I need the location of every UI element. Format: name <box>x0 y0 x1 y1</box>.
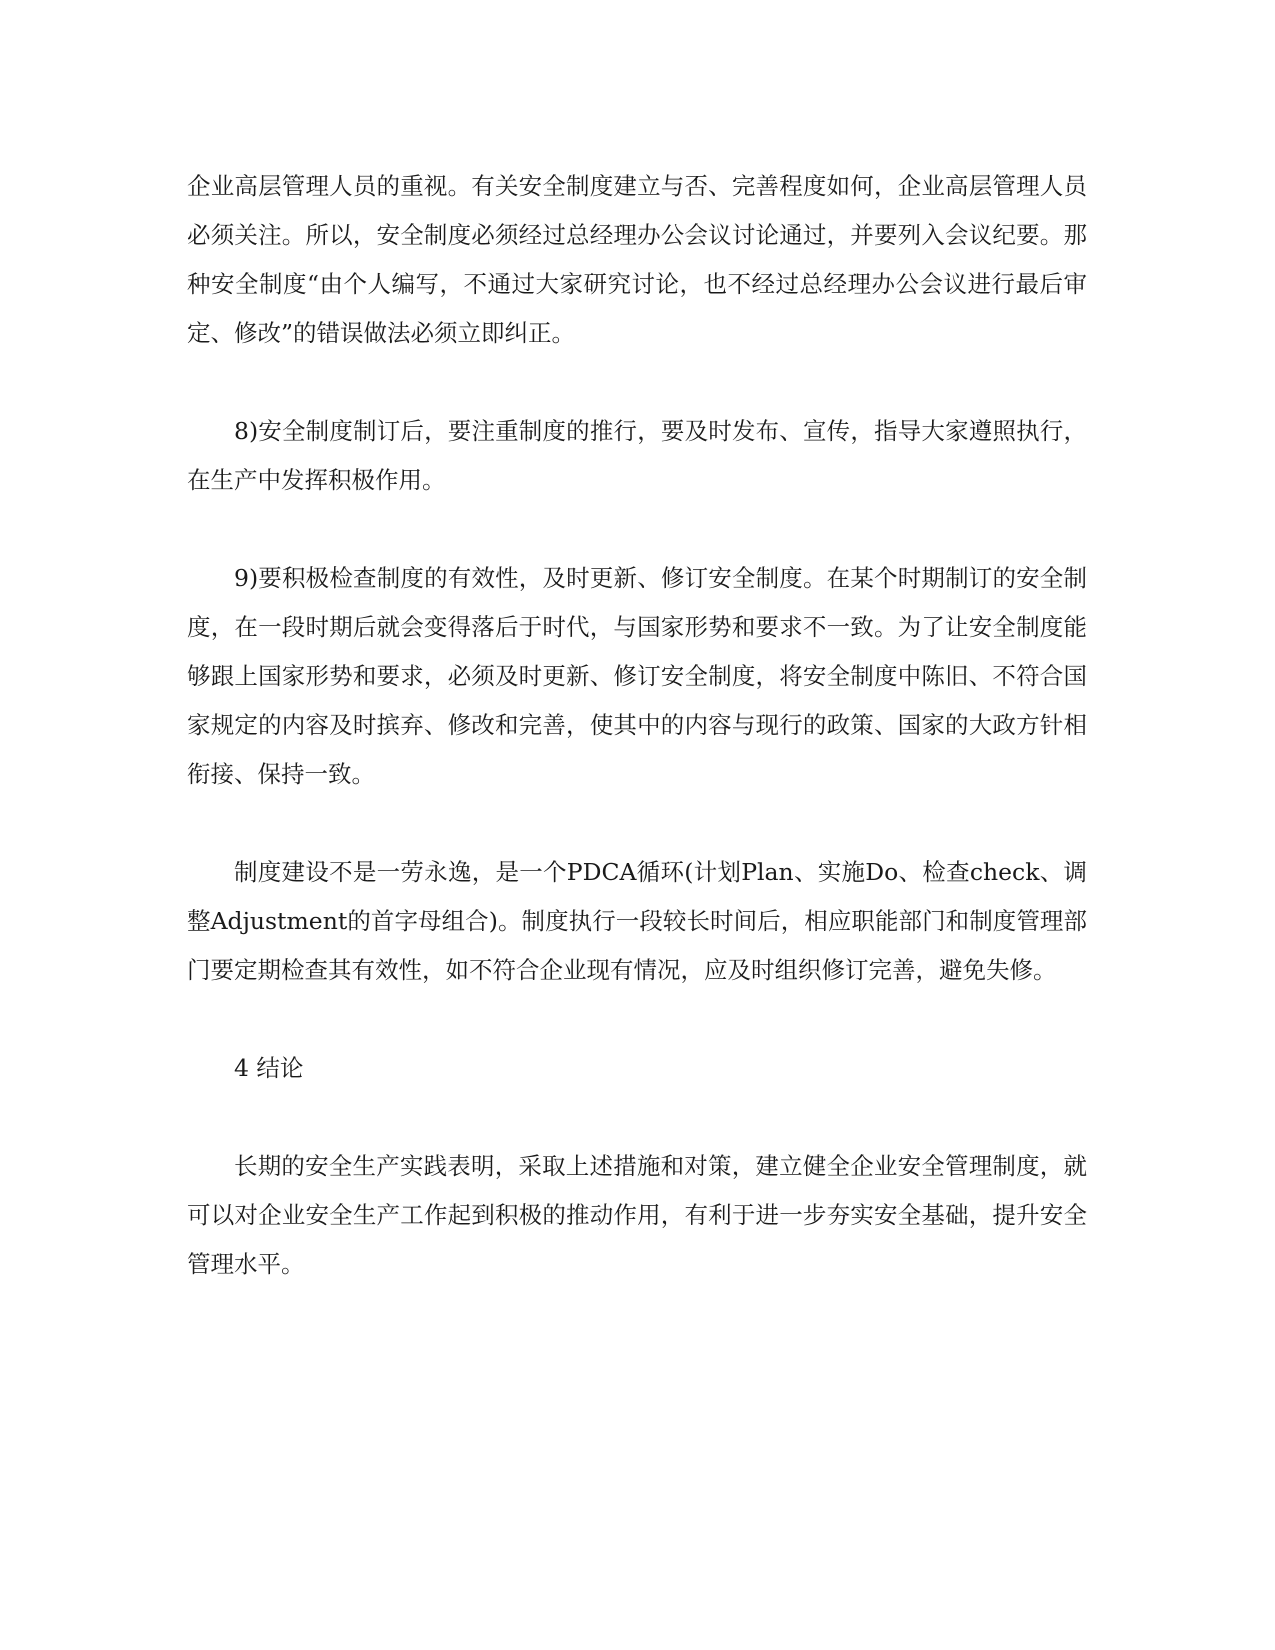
paragraph-item-8: 8)安全制度制订后，要注重制度的推行，要及时发布、宣传，指导大家遵照执行，在生产中发挥积极作用。 <box>187 417 1087 494</box>
paragraph-pdca: 制度建设不是一劳永逸，是一个PDCA循环(计划Plan、实施Do、检查check、调整Adjustment的首字母组合)。制度执行一段较长时间后，相应职能部门和制度管理部门要定期检查其有效性，如不符合企业现有情况，应及时组织修订完善，避免失修。 <box>187 858 1087 984</box>
paragraph-continuation: 企业高层管理人员的重视。有关安全制度建立与否、完善程度如何，企业高层管理人员必须关注。所以，安全制度必须经过总经理办公会议讨论通过，并要列入会议纪要。那种安全制度“由个人编写，不通过大家研究讨论，也不经过总经理办公会议进行最后审定、修改”的错误做法必须立即纠正。 <box>187 172 1087 347</box>
section-heading-conclusion: 4 结论 <box>234 1054 304 1082</box>
document-body <box>187 162 1087 1338</box>
paragraph-item-9: 9)要积极检查制度的有效性，及时更新、修订安全制度。在某个时期制订的安全制度，在一段时期后就会变得落后于时代，与国家形势和要求不一致。为了让安全制度能够跟上国家形势和要求，必须及时更新、修订安全制度，将安全制度中陈旧、不符合国家规定的内容及时摈弃、修改和完善，使其中的内容与现行的政策、国家的大政方针相衔接、保持一致。 <box>187 564 1087 788</box>
paragraph-conclusion: 长期的安全生产实践表明，采取上述措施和对策，建立健全企业安全管理制度，就可以对企业安全生产工作起到积极的推动作用，有利于进一步夯实安全基础，提升安全管理水平。 <box>187 1152 1087 1278</box>
